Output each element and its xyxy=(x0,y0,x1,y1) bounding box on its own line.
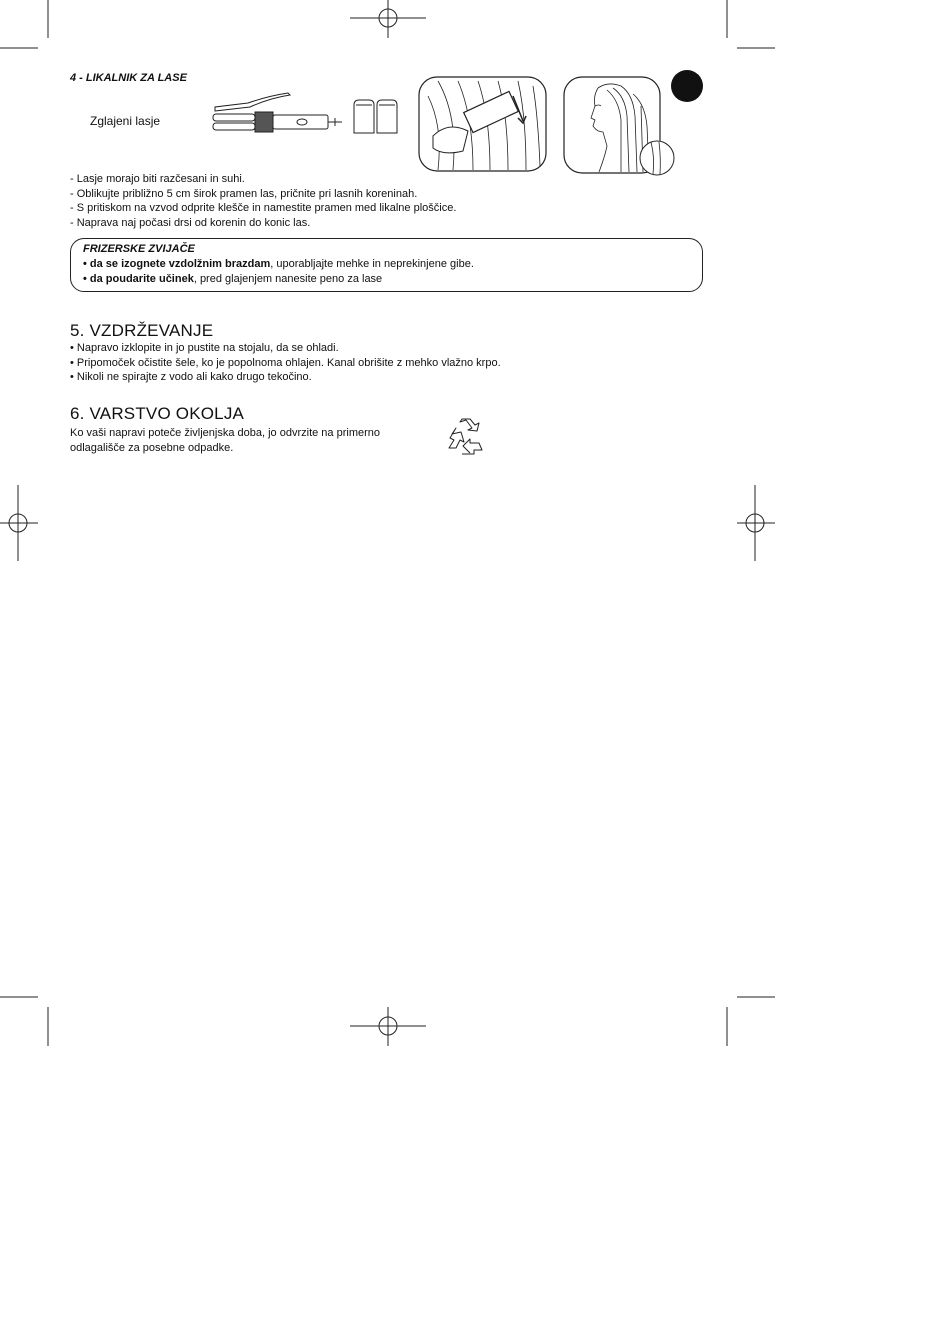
instruction-step: - S pritiskom na vzvod odprite klešče in namestite pramen med likalne ploščice. xyxy=(70,202,457,214)
list-item: • Napravo izklopite in jo pustite na stojalu, da se ohladi. xyxy=(70,342,339,354)
woman-profile-illustration xyxy=(563,76,677,176)
tips-box xyxy=(70,238,703,292)
straightening-hair-illustration xyxy=(418,76,548,172)
maintenance-list xyxy=(70,341,501,385)
instruction-step: - Naprava naj počasi drsi od korenin do konic las. xyxy=(70,216,311,229)
instruction-step: - Lasje morajo biti razčesani in suhi. xyxy=(70,173,245,185)
tip-text: , uporabljajte mehke in neprekinjene gibe. xyxy=(270,258,474,270)
environment-heading: 6. VARSTVO OKOLJA xyxy=(70,404,245,423)
figure-caption: Zglajeni lasje xyxy=(90,114,161,128)
tip-item xyxy=(83,257,702,272)
instruction-step: - Oblikujte približno 5 cm širok pramen las, pričnite pri lasnih koreninah. xyxy=(70,187,418,200)
tip-bold: • da poudarite učinek xyxy=(83,273,194,285)
paragraph-line: Ko vaši napravi poteče življenjska doba, jo odvrzite na primerno xyxy=(70,427,380,439)
tips-title: FRIZERSKE ZVIJAČE xyxy=(83,243,195,255)
list-item: • Pripomoček očistite šele, ko je popolnoma ohlajen. Kanal obrišite z mehko vlažno krpo. xyxy=(70,356,501,369)
language-badge xyxy=(671,70,703,102)
maintenance-heading: 5. VZDRŽEVANJE xyxy=(70,321,214,340)
section-title: 4 - LIKALNIK ZA LASE xyxy=(70,72,187,84)
recycle-icon xyxy=(446,418,486,456)
environment-text xyxy=(70,426,450,455)
tip-bold: • da se izognete vzdolžnim brazdam xyxy=(83,258,271,270)
tip-text: , pred glajenjem nanesite peno za lase xyxy=(193,273,383,285)
tip-item xyxy=(83,272,702,287)
list-item: • Nikoli ne spirajte z vodo ali kako drugo tekočino. xyxy=(70,371,312,383)
instructions-list xyxy=(70,172,456,230)
straightener-illustration xyxy=(210,90,345,140)
plates-illustration xyxy=(353,99,399,135)
paragraph-line: odlagališče za posebne odpadke. xyxy=(70,441,234,454)
